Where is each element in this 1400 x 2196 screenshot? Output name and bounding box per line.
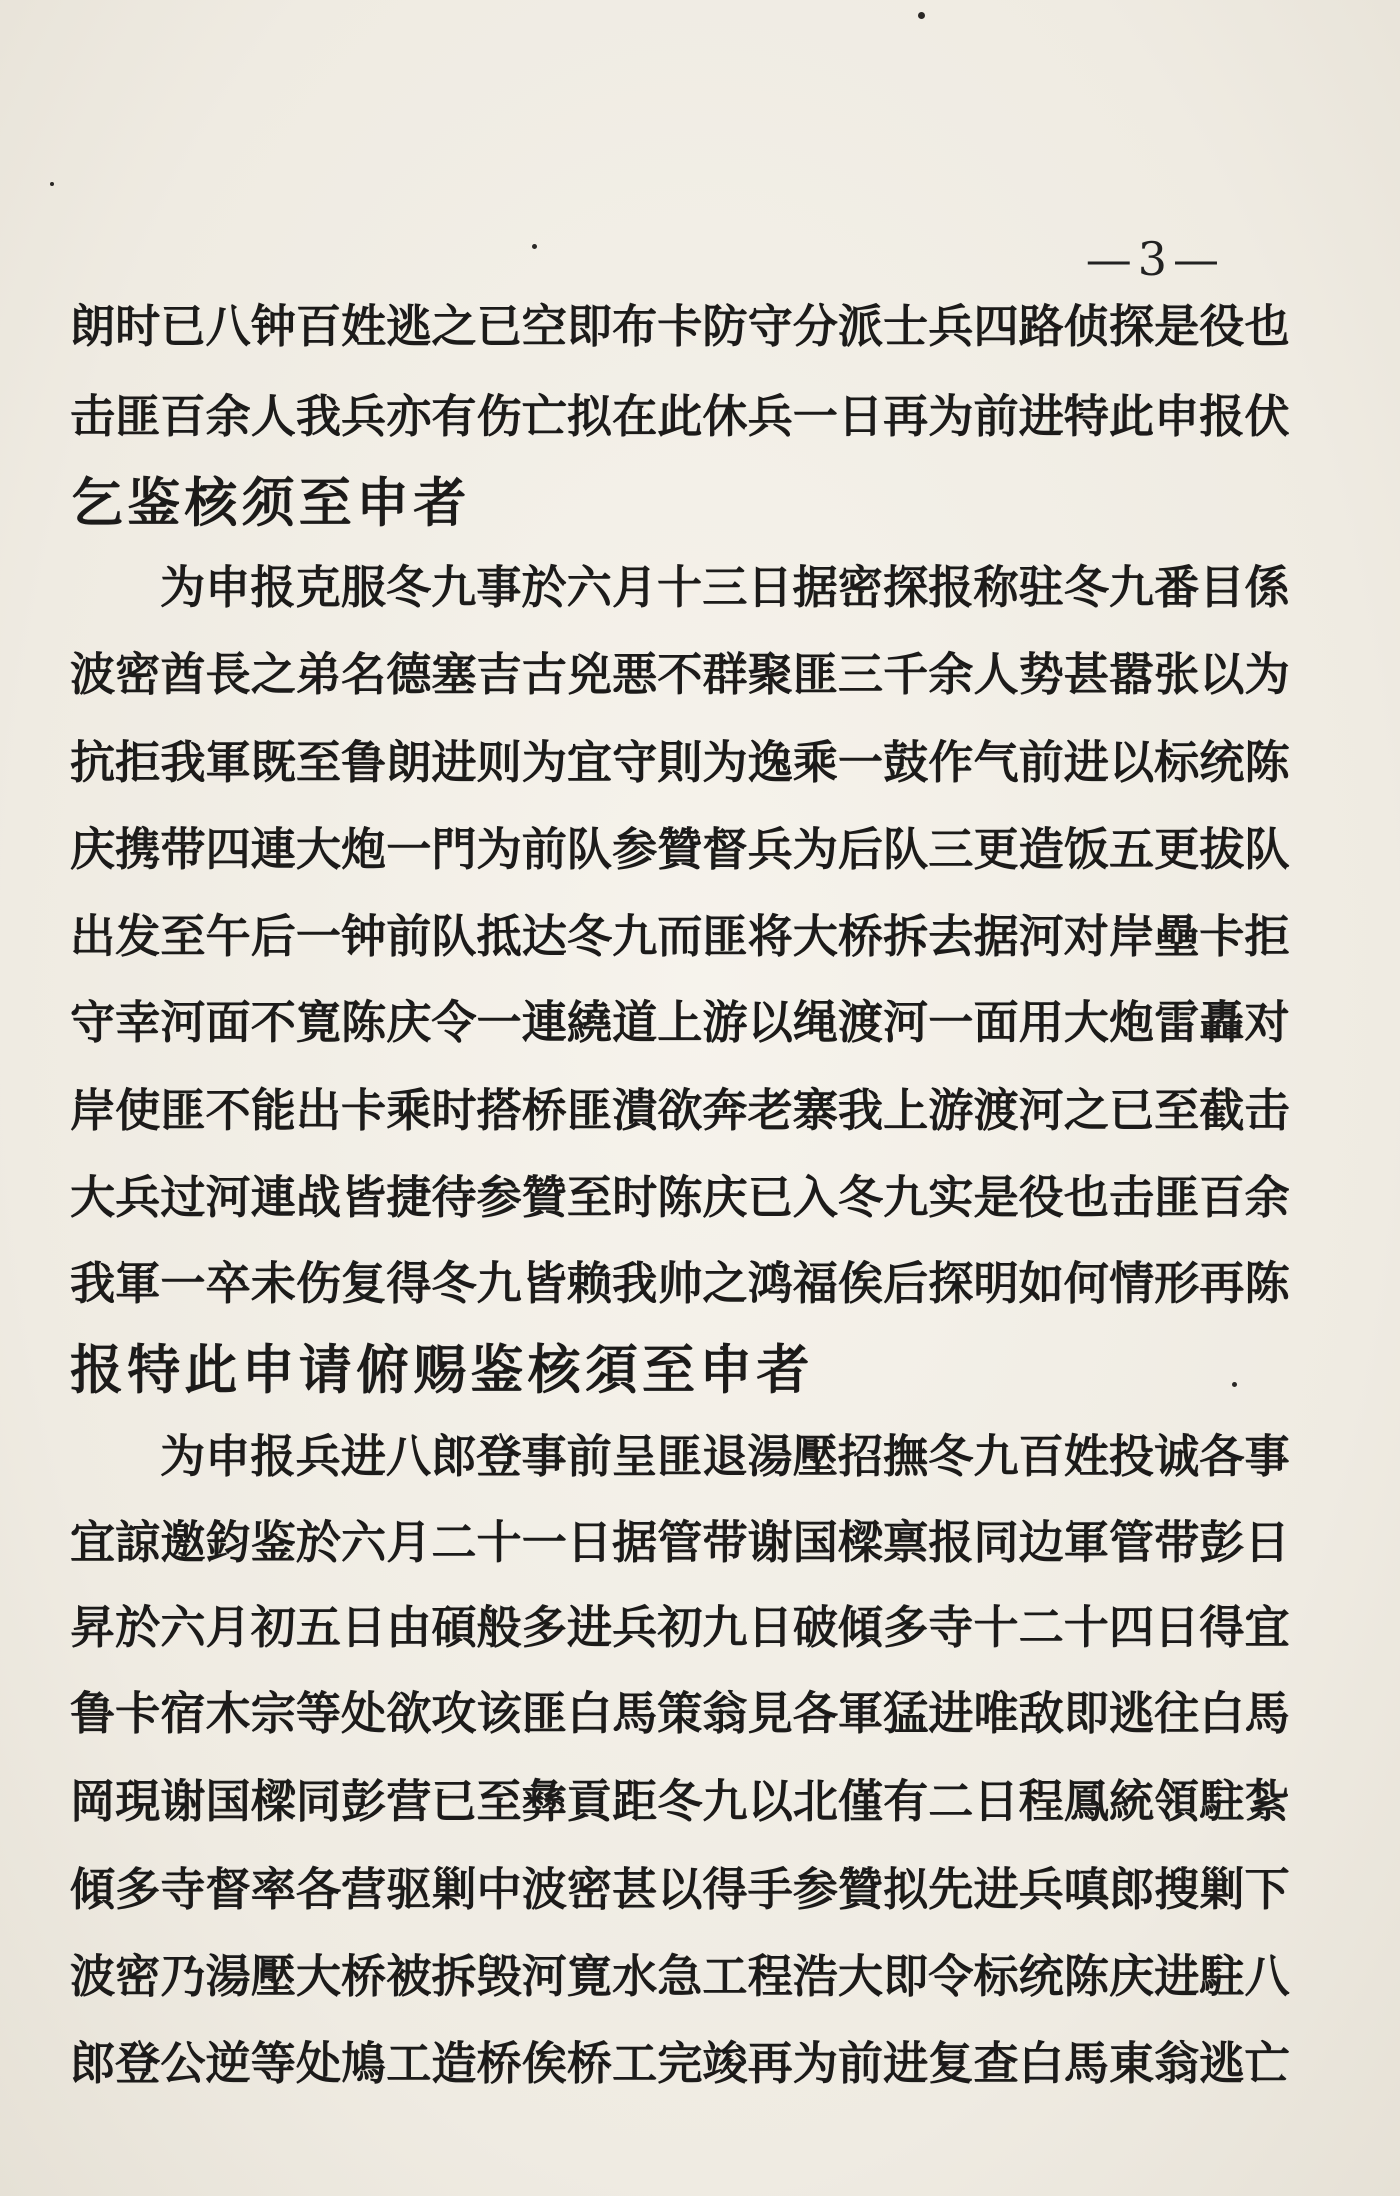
scan-speck (532, 244, 537, 249)
text-line: 昇於六月初五日由碩般多进兵初九日破傾多寺十二十四日得宜 (70, 1601, 1290, 1654)
text-line: 乞鉴核须至申者 (70, 472, 471, 534)
text-line: 抗拒我軍既至鲁朗进则为宜守則为逸乘一鼓作气前进以标统陈 (70, 736, 1290, 789)
scan-speck (1232, 1382, 1237, 1387)
page-number: —3— (1085, 232, 1225, 286)
text-line: 波密乃湯壓大桥被拆毁河寛水急工程浩大即令标统陈庆进駐八 (70, 1950, 1290, 2003)
text-line: 波密酋長之弟名德塞吉古兇悪不群聚匪三千余人势甚嚣张以为 (70, 648, 1290, 701)
text-line: 朗时已八钟百姓逃之已空即布卡防守分派士兵四路侦探是役也 (70, 300, 1290, 353)
text-line: 岸使匪不能出卡乘时搭桥匪潰欲奔老寨我上游渡河之已至截击 (70, 1084, 1290, 1137)
scan-speck (50, 182, 54, 186)
text-line: 庆携带四連大炮一門为前队参贊督兵为后队三更造饭五更拔队 (70, 823, 1290, 876)
text-line: 出发至午后一钟前队抵达冬九而匪将大桥拆去据河对岸壘卡拒 (70, 910, 1290, 963)
text-line: 傾多寺督率各营驱剿中波密甚以得手参贊拟先进兵嗔郎搜剿下 (70, 1863, 1290, 1916)
text-line: 报特此申请俯赐鉴核須至申者 (70, 1339, 814, 1401)
text-line: 郎登公逆等处鳩工造桥俟桥工完竣再为前进复查白馬東翁逃亡 (70, 2037, 1290, 2090)
text-line: 守幸河面不寛陈庆令一連繞道上游以绳渡河一面用大炮雷轟对 (70, 996, 1290, 1049)
paragraph-start-line: 为申报兵进八郎登事前呈匪退湯壓招撫冬九百姓投诚各事 (160, 1430, 1290, 1483)
text-line: 大兵过河連战皆捷待参贊至时陈庆已入冬九实是役也击匪百余 (70, 1171, 1290, 1224)
text-line: 我軍一卒未伤复得冬九皆赖我帅之鸿福俟后探明如何情形再陈 (70, 1257, 1290, 1310)
text-line: 鲁卡宿木宗等处欲攻该匪白馬策翁見各軍猛进唯敌即逃往白馬 (70, 1687, 1290, 1740)
text-line: 击匪百余人我兵亦有伤亡拟在此休兵一日再为前进特此申报伏 (70, 390, 1290, 443)
scan-speck (918, 12, 925, 19)
text-line: 宜諒邀鈞鉴於六月二十一日据管带谢国樑禀报同边軍管带彭日 (70, 1516, 1290, 1569)
text-line: 岡現谢国樑同彭营已至彝貢距冬九以北僅有二日程鳳統領駐紮 (70, 1775, 1290, 1828)
paragraph-start-line: 为申报克服冬九事於六月十三日据密探报称驻冬九番目係 (160, 561, 1290, 614)
